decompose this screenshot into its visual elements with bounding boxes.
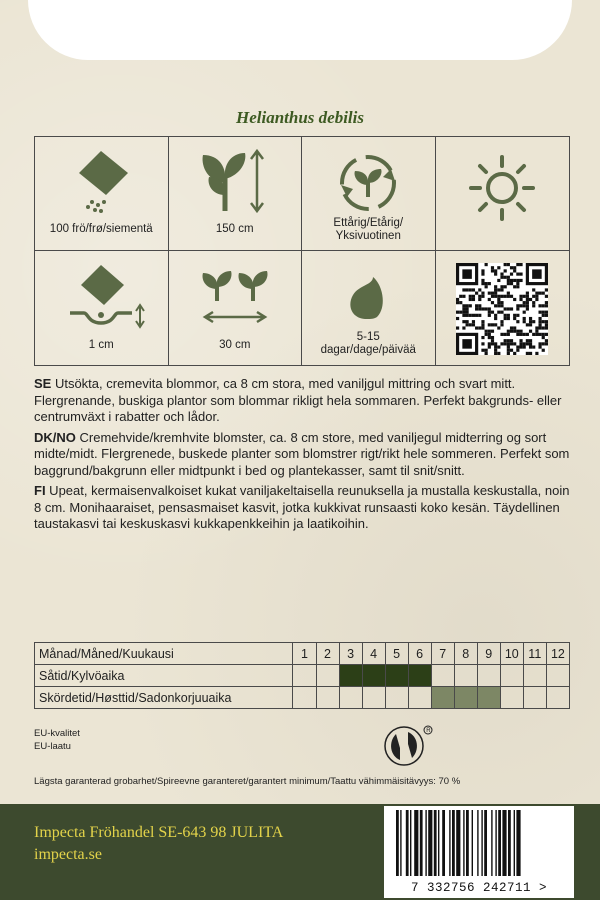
harvest-month-cell [454,687,477,709]
barcode-bar [481,810,482,876]
barcode-bar [400,810,401,876]
month-cell: 5 [385,643,408,665]
sowing-month-cell [408,665,431,687]
month-cell: 6 [408,643,431,665]
sun-cell [436,137,570,251]
desc-dk [34,430,570,480]
lang-code-se: SE [34,376,52,391]
barcode-bar [425,810,426,876]
desc-se [34,376,570,426]
sowing-month-cell [477,665,500,687]
spacing-cell [169,251,303,365]
height-label: 150 cm [215,223,254,235]
seed-count-cell [35,137,169,251]
sowing-month-cell [500,665,523,687]
height-cell [169,137,303,251]
harvest-month-cell [523,687,546,709]
plant-spacing-icon [195,261,275,331]
sowing-month-cell [293,665,316,687]
month-header-row [35,643,570,665]
barcode-bar [514,810,515,876]
harvest-month-cell [408,687,431,709]
harvest-month-cell [385,687,408,709]
harvest-month-cell [293,687,316,709]
harvest-label: Skördetid/Høsttid/Sadonkorjuuaika [35,687,293,709]
month-cell: 4 [362,643,385,665]
barcode-bar [452,810,455,876]
month-cell: 2 [316,643,339,665]
month-cell: 8 [454,643,477,665]
barcode-bar [406,810,409,876]
barcode-bar [484,810,487,876]
barcode-bar [396,810,399,876]
sowing-month-cell [546,665,569,687]
seed-count-label: 100 frö/frø/siementä [49,223,153,235]
germination-icon [333,267,403,337]
harvest-month-cell [339,687,362,709]
annual-cycle-icon [333,147,403,217]
month-cell: 10 [500,643,523,665]
plant-height-icon [195,147,275,217]
germination-cell [302,251,436,365]
harvest-month-cell [431,687,454,709]
sowing-month-cell [431,665,454,687]
month-cell: 9 [477,643,500,665]
lifecycle-cell [302,137,436,251]
sowing-month-cell [316,665,339,687]
germination-label-text: 5-15 dagar/dage/päivää [320,331,416,356]
barcode-bar [410,810,411,876]
harvest-row [35,687,570,709]
barcode-number: 7 332756 242711 > [384,878,574,898]
desc-se-text: Utsökta, cremevita blommor, ca 8 cm stora, med vaniljgul mittring och svart mitt. Flergrenande, buskiga plantor som blommar rikligt hela sommaren. Perfekt bakgrunds- eller centrumväxt i rabatter och lådor. [34,376,562,424]
month-cell: 3 [339,643,362,665]
sowing-month-cell [454,665,477,687]
lifecycle-label-text: Ettårig/Etårig/ Yksivuotinen [333,217,404,242]
lang-code-dk: DK/NO [34,429,76,445]
month-header-label: Månad/Måned/Kuukausi [35,643,293,665]
desc-dk-text: Cremehvide/kremhvite blomster, ca. 8 cm store, med vaniljegul midterring og sort midte/midt. Flergrenede, buskede planter som blomstrer rigt/rikt hele sommeren. Perfekt som baggrund/bakgrunn eller midtpunkt i bed og plantekasser, samt til snit/snitt. [34,429,570,478]
spacing-label: 30 cm [219,339,251,351]
barcode-bar [495,810,496,876]
sowing-depth-label: 1 cm [88,339,114,351]
lifecycle-label [302,217,435,243]
eu-quality-se: EU-kvalitet [34,728,80,739]
month-cell: 7 [431,643,454,665]
barcode-bar [449,810,450,876]
barcode-bar [466,810,469,876]
barcode-bar [434,810,437,876]
sowing-label: Såtid/Kylvöaika [35,665,293,687]
harvest-month-cell [500,687,523,709]
company-address: Impecta Fröhandel SE-643 98 JULITA [34,824,284,841]
sowing-month-cell [385,665,408,687]
barcode-bar [498,810,501,876]
qr-code-icon[interactable] [456,263,548,355]
sowing-calendar [34,642,570,709]
barcode-bar [442,810,445,876]
desc-fi [34,483,570,533]
lang-code-fi: FI [34,483,46,498]
germination-guarantee: Lägsta garanterad grobarhet/Spireevne garanteret/garantert minimum/Taattu vähimmäisitävyys: 70 % [34,776,461,787]
harvest-month-cell [316,687,339,709]
barcode-bar [420,810,423,876]
eu-quality-fi: EU-laatu [34,741,71,752]
barcode-bar [491,810,492,876]
desc-fi-text: Upeat, kermaisenvalkoiset kukat vaniljakeltaisella reunuksella ja mustalla keskustalla, noin 8 cm. Monihaaraiset, pensasmaiset kasvit, jotka kukkivat runsaasti koko kesän. Täydellinen taustakasvi tai keskuskasvi kukkapenkkeihin ja laatikoihin. [34,483,570,531]
seed-packet-icon [66,147,136,217]
barcode-bar [438,810,439,876]
info-icon-grid [34,136,570,366]
barcode-bar [477,810,478,876]
month-cell: 1 [293,643,316,665]
species-title: Helianthus debilis [236,108,364,127]
footer-address [34,822,283,866]
company-website[interactable]: impecta.se [34,846,102,863]
harvest-month-cell [362,687,385,709]
sowing-month-cell [523,665,546,687]
barcode-bar [508,810,511,876]
barcode-bar [456,810,460,876]
barcode-bar [414,810,418,876]
germination-label [302,331,435,357]
barcode-bar [516,810,520,876]
sowing-row [35,665,570,687]
month-cell: 12 [546,643,569,665]
description-text [34,376,570,537]
eu-quality [34,727,80,753]
sowing-month-cell [339,665,362,687]
sowing-depth-icon [56,261,146,331]
barcode-bar [472,810,473,876]
harvest-month-cell [546,687,569,709]
hang-hole-cutout [28,0,572,60]
barcode-bar [463,810,464,876]
month-cell: 11 [523,643,546,665]
qr-cell [436,251,570,365]
barcode-bar [428,810,432,876]
barcode-bar [502,810,506,876]
green-dot-recycling-icon [384,724,436,768]
sowing-month-cell [362,665,385,687]
sun-icon [467,153,537,223]
barcode [384,806,574,878]
harvest-month-cell [477,687,500,709]
sowing-depth-cell [35,251,169,365]
svg-text:R: R [426,728,431,735]
